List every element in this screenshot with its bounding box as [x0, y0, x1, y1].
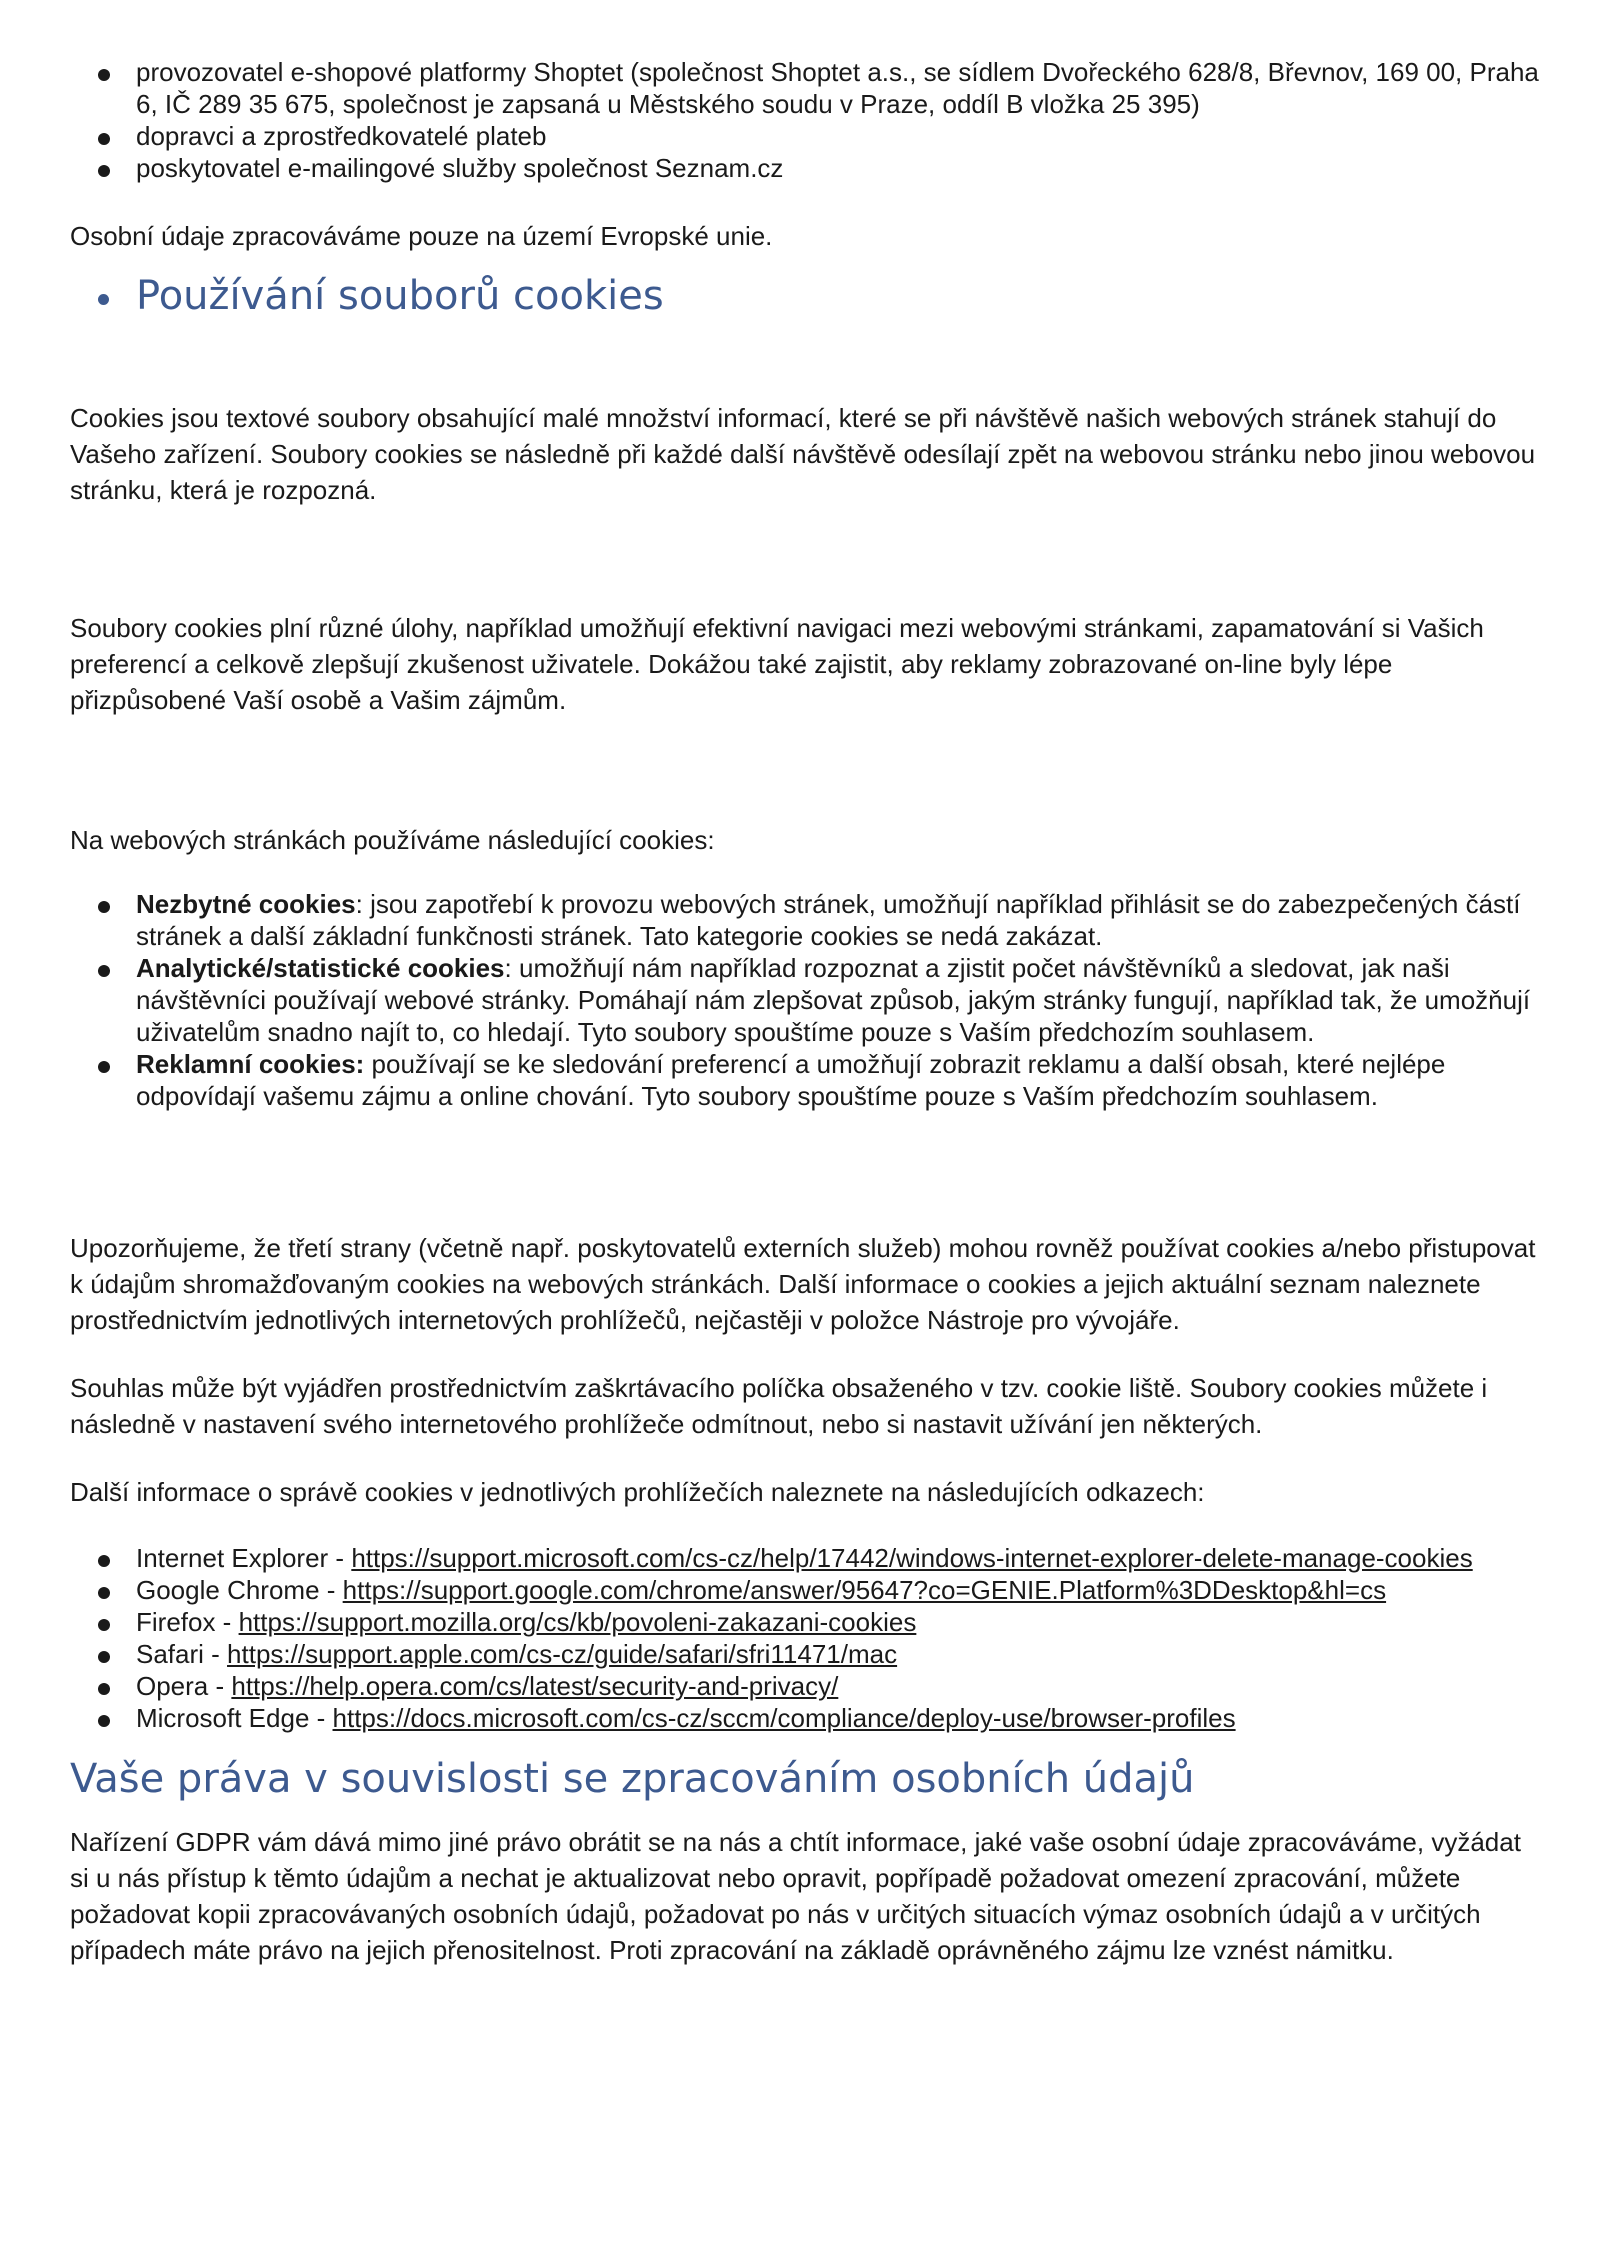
- list-item: [70, 1638, 1540, 1670]
- cookie-type-term: Reklamní cookies:: [136, 1049, 365, 1079]
- cookies-paragraph-1: Cookies jsou textové soubory obsahující malé množství informací, které se při návštěvě našich webových stránek stahují do Vašeho zařízení. Soubory cookies se následně při každé další návštěvě odesílají zpět na webovou stránku nebo jinou webovou stránku, která je rozpozná.: [70, 403, 1536, 505]
- eu-note: Osobní údaje zpracováváme pouze na území Evropské unie.: [70, 221, 773, 251]
- rights-heading: Vaše práva v souvislosti se zpracováním osobních údajů: [70, 1756, 1195, 1802]
- list-item: [70, 952, 1540, 1048]
- list-item: [70, 888, 1540, 952]
- browser-name: Firefox -: [136, 1607, 239, 1637]
- browser-name: Google Chrome -: [136, 1575, 343, 1605]
- browser-name: Opera -: [136, 1671, 232, 1701]
- cookie-type-desc: : umožňují nám například rozpoznat a zjistit počet návštěvníků a sledovat, jak naši návštěvníci používají webové stránky. Pomáhají nám zlepšovat způsob, jakým stránky fungují, například tak, že umožňují uživatelům snadno najít to, co hledají. Tyto soubory spouštíme pouze s Vaším předchozím souhlasem.: [136, 953, 1531, 1047]
- browser-link[interactable]: https://support.apple.com/cs-cz/guide/safari/sfri11471/mac: [227, 1639, 898, 1669]
- list-item: [70, 1574, 1540, 1606]
- list-item: [70, 1606, 1540, 1638]
- browser-link[interactable]: https://support.google.com/chrome/answer/95647?co=GENIE.Platform%3DDesktop&hl=cs: [342, 1575, 1387, 1605]
- browser-name: Safari -: [136, 1639, 228, 1669]
- list-item: [70, 1048, 1540, 1112]
- cookies-intro: Na webových stránkách používáme následující cookies:: [70, 825, 715, 855]
- cookie-type-desc: používají se ke sledování preferencí a umožňují zobrazit reklamu a další obsah, které nejlépe odpovídají vašemu zájmu a online chování. Tyto soubory spouštíme pouze s Vaším předchozím souhlasem.: [136, 1049, 1446, 1111]
- cookies-paragraph-2: Soubory cookies plní různé úlohy, například umožňují efektivní navigaci mezi webovými stránkami, zapamatování si Vašich preferencí a celkově zlepšují zkušenost uživatele. Dokážou také zajistit, aby reklamy zobrazované on-line byly lépe přizpůsobené Vaší osobě a Vašim zájmům.: [70, 613, 1484, 715]
- browser-name: Internet Explorer -: [136, 1543, 352, 1573]
- third-party-paragraph: Upozorňujeme, že třetí strany (včetně např. poskytovatelů externích služeb) mohou rovněž používat cookies a/nebo přistupovat k údajům shromažďovaným cookies na webových stránkách. Další informace o cookies a jejich aktuální seznam naleznete prostřednictvím jednotlivých internetových prohlížečů, nejčastěji v položce Nástroje pro vývojáře.: [70, 1233, 1536, 1335]
- browser-link[interactable]: https://support.microsoft.com/cs-cz/help/17442/windows-internet-explorer-delete-manage-cookies: [351, 1543, 1473, 1573]
- list-item: provozovatel e-shopové platformy Shoptet (společnost Shoptet a.s., se sídlem Dvořeckého 628/8, Břevnov, 169 00, Praha 6, IČ 289 35 675, společnost je zapsaná u Městského soudu v Praze, oddíl B vložka 25 395): [70, 56, 1540, 120]
- browsers-intro: Další informace o správě cookies v jednotlivých prohlížečích naleznete na následujících odkazech:: [70, 1477, 1205, 1507]
- list-item: dopravci a zprostředkovatelé plateb: [70, 120, 1540, 152]
- browser-link[interactable]: https://docs.microsoft.com/cs-cz/sccm/compliance/deploy-use/browser-profiles: [332, 1703, 1236, 1733]
- cookies-heading: Používání souborů cookies: [70, 272, 1540, 320]
- cookie-type-term: Analytické/statistické cookies: [136, 953, 505, 983]
- document-page: [70, 56, 1540, 1968]
- list-item: poskytovatel e-mailingové služby společnost Seznam.cz: [70, 152, 1540, 184]
- list-item: [70, 1542, 1540, 1574]
- browsers-list: [70, 1542, 1540, 1734]
- browser-link[interactable]: https://support.mozilla.org/cs/kb/povoleni-zakazani-cookies: [238, 1607, 917, 1637]
- cookie-type-term: Nezbytné cookies: [136, 889, 356, 919]
- list-item: [70, 1670, 1540, 1702]
- browser-link[interactable]: https://help.opera.com/cs/latest/security-and-privacy/: [231, 1671, 839, 1701]
- cookie-types-list: [70, 888, 1540, 1112]
- list-item: [70, 1702, 1540, 1734]
- recipients-list: [70, 56, 1540, 184]
- cookie-type-desc: : jsou zapotřebí k provozu webových stránek, umožňují například přihlásit se do zabezpečených částí stránek a další základní funkčnosti stránek. Tato kategorie cookies se nedá zakázat.: [136, 889, 1521, 951]
- browser-name: Microsoft Edge -: [136, 1703, 333, 1733]
- consent-paragraph: Souhlas může být vyjádřen prostřednictvím zaškrtávacího políčka obsaženého v tzv. cookie liště. Soubory cookies můžete i následně v nastavení svého internetového prohlížeče odmítnout, nebo si nastavit užívání jen některých.: [70, 1373, 1488, 1439]
- rights-paragraph: Nařízení GDPR vám dává mimo jiné právo obrátit se na nás a chtít informace, jaké vaše osobní údaje zpracováváme, vyžádat si u nás přístup k těmto údajům a nechat je aktualizovat nebo opravit, popřípadě požadovat omezení zpracování, můžete požadovat kopii zpracovávaných osobních údajů, požadovat po nás v určitých situacích výmaz osobních údajů a v určitých případech máte právo na jejich přenositelnost. Proti zpracování na základě oprávněného zájmu lze vznést námitku.: [70, 1827, 1521, 1965]
